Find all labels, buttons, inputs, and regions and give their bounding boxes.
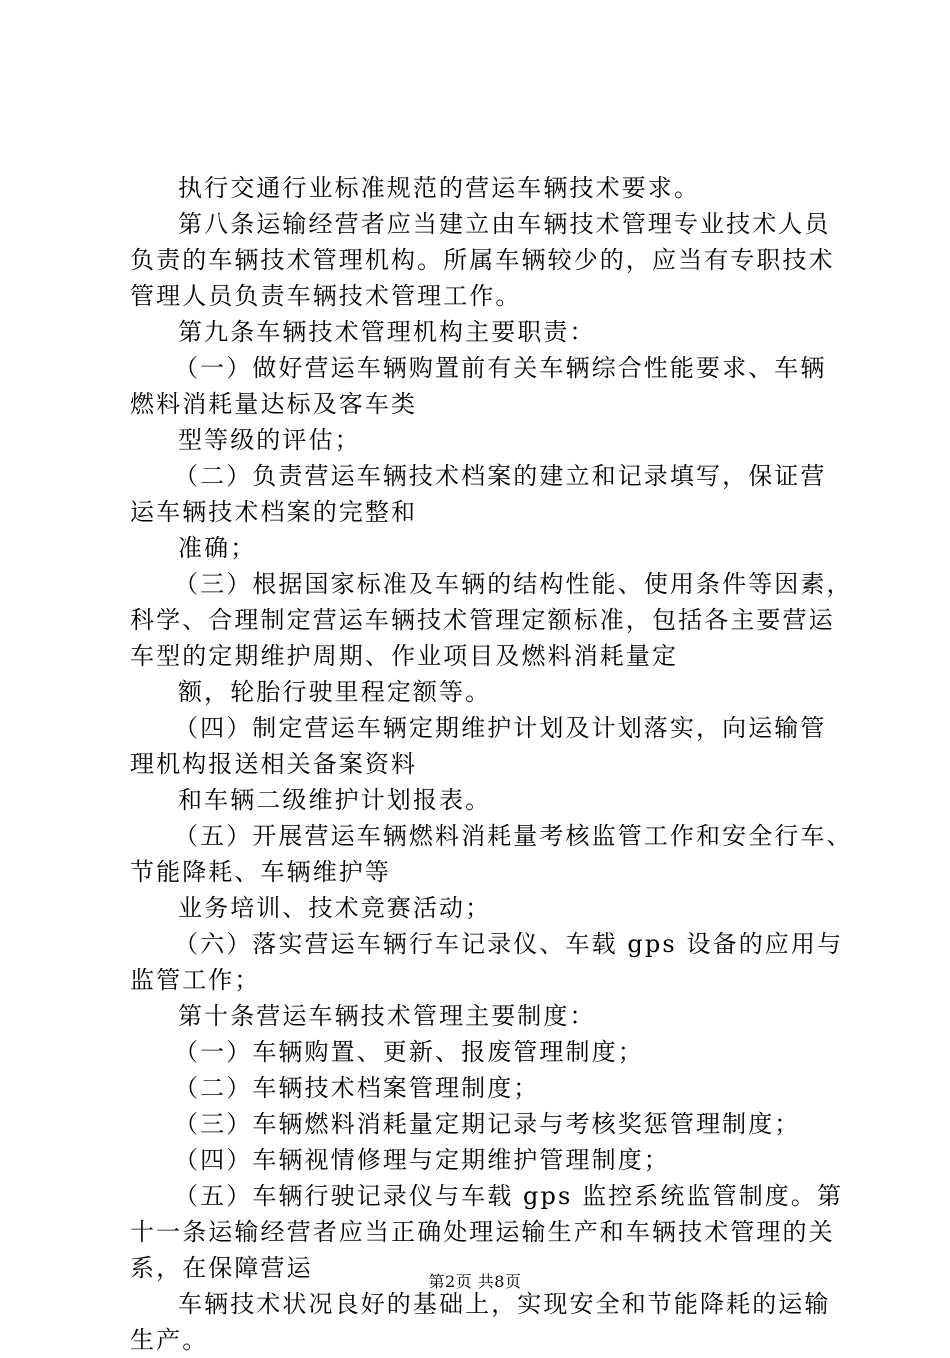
text-line: （三）车辆燃料消耗量定期记录与考核奖惩管理制度；	[174, 1110, 801, 1138]
text-line: 燃料消耗量达标及客车类	[130, 390, 418, 418]
text-line: 车型的定期维护周期、作业项目及燃料消耗量定	[130, 642, 679, 670]
text-line: （五）车辆行驶记录仪与车载 gps 监控系统监管制度。第	[174, 1182, 844, 1210]
text-line: 第八条运输经营者应当建立由车辆技术管理专业技术人员	[178, 210, 831, 238]
body-text	[130, 170, 853, 1358]
text-line: （二）车辆技术档案管理制度；	[174, 1074, 540, 1102]
text-line: 第十条营运车辆技术管理主要制度：	[178, 1002, 596, 1030]
text-line: 节能降耗、车辆维护等	[130, 858, 391, 886]
text-line: 生产。	[130, 1326, 209, 1354]
page-number-footer: 第2页 共8页	[428, 1272, 522, 1291]
text-line: 系，在保障营运	[130, 1254, 313, 1282]
text-line: （二）负责营运车辆技术档案的建立和记录填写，保证营	[174, 462, 827, 490]
text-line: （四）制定营运车辆定期维护计划及计划落实，向运输管	[174, 714, 827, 742]
text-line: 准确；	[178, 534, 257, 562]
text-line: （四）车辆视情修理与定期维护管理制度；	[174, 1146, 670, 1174]
text-line: 理机构报送相关备案资料	[130, 750, 418, 778]
text-line: 和车辆二级维护计划报表。	[178, 786, 492, 814]
text-line: （一）做好营运车辆购置前有关车辆综合性能要求、车辆	[174, 354, 827, 382]
text-line: 业务培训、技术竞赛活动；	[178, 894, 492, 922]
text-line: 运车辆技术档案的完整和	[130, 498, 418, 526]
text-line: （三）根据国家标准及车辆的结构性能、使用条件等因素，	[174, 570, 853, 598]
text-line: 额，轮胎行驶里程定额等。	[178, 678, 492, 706]
text-line: 执行交通行业标准规范的营运车辆技术要求。	[178, 174, 700, 202]
text-line: 十一条运输经营者应当正确处理运输生产和车辆技术管理的关	[130, 1218, 835, 1246]
text-line: 监管工作；	[130, 966, 261, 994]
text-line: 科学、合理制定营运车辆技术管理定额标准，包括各主要营运	[130, 606, 835, 634]
text-line: 第九条车辆技术管理机构主要职责：	[178, 318, 596, 346]
text-line: （一）车辆购置、更新、报废管理制度；	[174, 1038, 644, 1066]
text-line: 车辆技术状况良好的基础上，实现安全和节能降耗的运输	[178, 1290, 831, 1318]
text-line: 负责的车辆技术管理机构。所属车辆较少的，应当有专职技术	[130, 246, 835, 274]
text-line: （六）落实营运车辆行车记录仪、车载 gps 设备的应用与	[174, 930, 844, 958]
text-line: （五）开展营运车辆燃料消耗量考核监管工作和安全行车、	[174, 822, 853, 850]
text-line: 型等级的评估；	[178, 426, 361, 454]
text-line: 管理人员负责车辆技术管理工作。	[130, 282, 522, 310]
